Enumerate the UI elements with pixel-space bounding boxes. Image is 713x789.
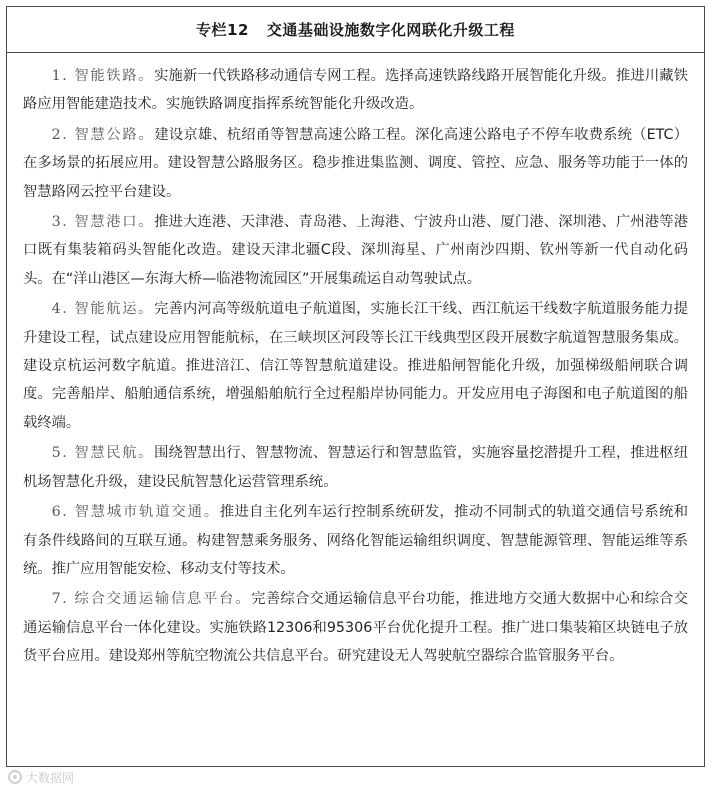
- box-title: 交通基础设施数字化网联化升级工程: [266, 21, 515, 39]
- watermark-text: 大数据网: [26, 770, 75, 785]
- feature-box: [6, 6, 705, 767]
- item-1: [23, 60, 688, 119]
- box-header: [7, 7, 704, 53]
- item-5-text: 围绕智慧出行、智慧物流、智慧运行和智慧监管，实施容量挖潜提升工程，推进枢纽机场智慧化升级，建设民航智慧化运营管理系统。: [23, 445, 689, 490]
- column-number: 专栏12: [196, 21, 249, 39]
- item-6: [23, 496, 688, 583]
- item-1-text: 实施新一代铁路移动通信专网工程。选择高速铁路线路开展智能化升级。推进川藏铁路应用智能建造技术。实施铁路调度指挥系统智能化升级改造。: [23, 68, 689, 113]
- watermark-logo-icon: [8, 770, 22, 784]
- item-6-text: 推进自主化列车运行控制系统研发，推动不同制式的轨道交通信号系统和有条件线路间的互联互通。构建智慧乘务服务、网络化智能运输组织调度、智慧能源管理、智能运维等系统。推广应用智能安检、移动支付等技术。: [23, 504, 689, 577]
- watermark: [8, 768, 74, 786]
- item-2-text: 建设京雄、杭绍甬等智慧高速公路工程。深化高速公路电子不停车收费系统（ETC）在多场景的拓展应用。建设智慧公路服务区。稳步推进集监测、调度、管控、应急、服务等功能于一体的智慧路网云控平台建设。: [23, 126, 688, 200]
- item-6-lead: 6. 智慧城市轨道交通。: [51, 504, 220, 521]
- item-3-lead: 3. 智慧港口。: [51, 214, 155, 231]
- item-7-text: 完善综合交通运输信息平台功能，推进地方交通大数据中心和综合交通运输信息平台一体化建设。实施铁路12306和95306平台优化提升工程。推广进口集装箱区块链电子放货平台应用。建设郑州等航空物流公共信息平台。研究建设无人驾驶航空器综合监管服务平台。: [23, 591, 688, 665]
- item-2-lead: 2. 智慧公路。: [51, 126, 155, 143]
- item-2: [23, 119, 688, 206]
- box-body: [7, 53, 704, 671]
- item-4-text: 完善内河高等级航道电子航道图，实施长江干线、西江航运干线数字航道服务能力提升建设工程，试点建设应用智能航标，在三峡坝区河段等长江干线典型区段开展数字航道智慧服务集成。建设京杭运河数字航道。推进涪江、信江等智慧航道建设。推进船闸智能化升级，加强梯级船闸联合调度。完善船岸、船舶通信系统，增强船舶航行全过程船岸协同能力。开发应用电子海图和电子航道图的船载终端。: [23, 301, 689, 431]
- item-5-lead: 5. 智慧民航。: [51, 445, 155, 462]
- item-1-lead: 1. 智能铁路。: [51, 68, 155, 84]
- item-7: [23, 583, 688, 670]
- item-5: [23, 437, 688, 496]
- item-4-lead: 4. 智能航运。: [51, 301, 155, 318]
- item-4: [23, 293, 688, 437]
- item-7-lead: 7. 综合交通运输信息平台。: [51, 591, 252, 608]
- item-3-text: 推进大连港、天津港、青岛港、上海港、宁波舟山港、厦门港、深圳港、广州港等港口既有集装箱码头智能化改造。建设天津北疆C段、深圳海星、广州南沙四期、钦州等新一代自动化码头。在“洋山港区—东海大桥—临港物流园区”开展集疏运自动驾驶试点。: [23, 214, 689, 287]
- item-3: [23, 206, 688, 293]
